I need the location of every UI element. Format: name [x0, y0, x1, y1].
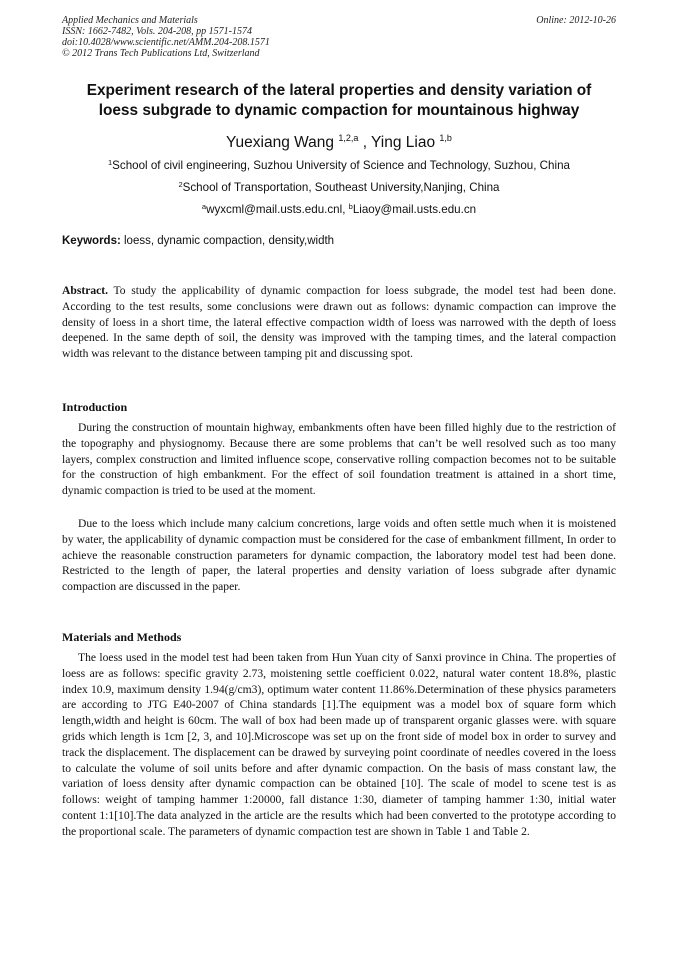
email-b-marker: b — [348, 202, 353, 211]
affiliation-1-number: 1 — [108, 158, 113, 167]
methods-paragraph-1: The loess used in the model test had been taken from Hun Yuan city of Sanxi province in China. The properties of loess are as follows: specific gravity 2.73, moistening settle coefficient 0.022, natural water content 18.8%, plastic index 10.9, maximum density 1.94(g/cm3), optimum water content 11.86%.Determination of these physics parameters are according to JTG E40-2007 of China standards [1].The equipment was a model box of square form which length,width and height is 60cm. The wall of box had been made up of transparent organic glasses were. with square grids which length is 1cm [2, 3, and 10].Microscope was set up on the front side of model box in order to survey and track the displacement. The displacement can be drawed by surveying point coordinate of needles covered in the loess to calculate the volume of soil units before and after dynamic compaction. On the basis of mass constant law, the variation of loess density after dynamic compaction can be obtained [10]. The scale of model to scene test is as follows: weight of tamping hammer 1:20000, fall distance 1:30, diameter of tamping hammer 1:30, initial water content 1:1[10].The data analyzed in the article are the results which had been converted to the prototype according to the proportional scale. The parameters of dynamic compaction test are shown in Table 1 and Table 2. — [62, 651, 616, 838]
keywords — [62, 235, 616, 247]
author-1: Yuexiang Wang — [226, 134, 335, 151]
abstract — [62, 283, 616, 362]
affiliation-2-text: School of Transportation, Southeast University,Nanjing, China — [182, 181, 500, 194]
introduction-paragraph-1: During the construction of mountain highway, embankments often have been filled highly due to the restriction of the topography and physiognomy. Because there are some problems that can’t be well resolved such as too many layers, complex construction and limited influence scope, conservative rolling compaction becomes not to be suitable for the construction of high embankment. For the effect of soil foundation treatment is attained in a short time, dynamic compaction is tried to be used at the moment. — [62, 421, 616, 498]
author-2: Ying Liao — [371, 134, 436, 151]
abstract-text: To study the applicability of dynamic compaction for loess subgrade, the model test had been done. According to the test results, some conclusions were drawn out as follows: dynamic compaction can improve the density of loess in a short time, the lateral effective compaction width of loess was narrowed with the depth of loess deepened. In the same depth of soil, the density was improved with the tamping times, and the lateral compaction width was relevant to the distance between tamping pit and discussing spot. — [62, 284, 616, 361]
copyright-line: © 2012 Trans Tech Publications Ltd, Switzerland — [62, 48, 260, 59]
doi-line: doi:10.4028/www.scientific.net/AMM.204-208.1571 — [62, 37, 270, 48]
issn-line: ISSN: 1662-7482, Vols. 204-208, pp 1571-1574 — [62, 26, 252, 37]
email-b: Liaoy@mail.usts.edu.cn — [352, 203, 477, 216]
affiliation-1-text: School of civil engineering, Suzhou University of Science and Technology, Suzhou, China — [112, 159, 570, 172]
title-line-2: loess subgrade to dynamic compaction for mountainous highway — [98, 102, 580, 119]
author-1-affiliation: 1,2,a — [338, 133, 359, 143]
introduction-paragraph-2: Due to the loess which include many calcium concretions, large voids and often settle much when it is moistened by water, the applicability of dynamic compaction must be considered for the case of embankment fillment, In order to achieve the reasonable construction parameters for dynamic compaction, the laboratory model test had been done. Restricted to the length of paper, the lateral properties and density variation of loess subgrade after dynamic compaction are discussed in the paper. — [62, 517, 616, 594]
author-separator: , — [358, 134, 372, 151]
affiliation-2 — [62, 178, 616, 195]
methods-heading: Materials and Methods — [62, 630, 182, 644]
page-header — [62, 15, 616, 59]
journal-name: Applied Mechanics and Materials — [62, 15, 198, 26]
paper-title — [62, 81, 616, 121]
emails — [62, 200, 616, 217]
keywords-label: Keywords: — [62, 235, 121, 247]
email-a: wyxcml@mail.usts.edu.cnl, — [206, 203, 349, 216]
introduction-heading: Introduction — [62, 400, 128, 414]
authors — [62, 128, 616, 153]
author-2-affiliation: 1,b — [439, 133, 452, 143]
affiliation-1 — [62, 156, 616, 173]
abstract-label: Abstract. — [62, 284, 109, 297]
affiliation-2-number: 2 — [178, 180, 183, 189]
online-date: Online: 2012-10-26 — [536, 15, 616, 26]
keywords-text: loess, dynamic compaction, density,width — [120, 235, 335, 247]
title-line-1: Experiment research of the lateral properties and density variation of — [86, 82, 592, 99]
email-a-marker: a — [201, 202, 207, 211]
